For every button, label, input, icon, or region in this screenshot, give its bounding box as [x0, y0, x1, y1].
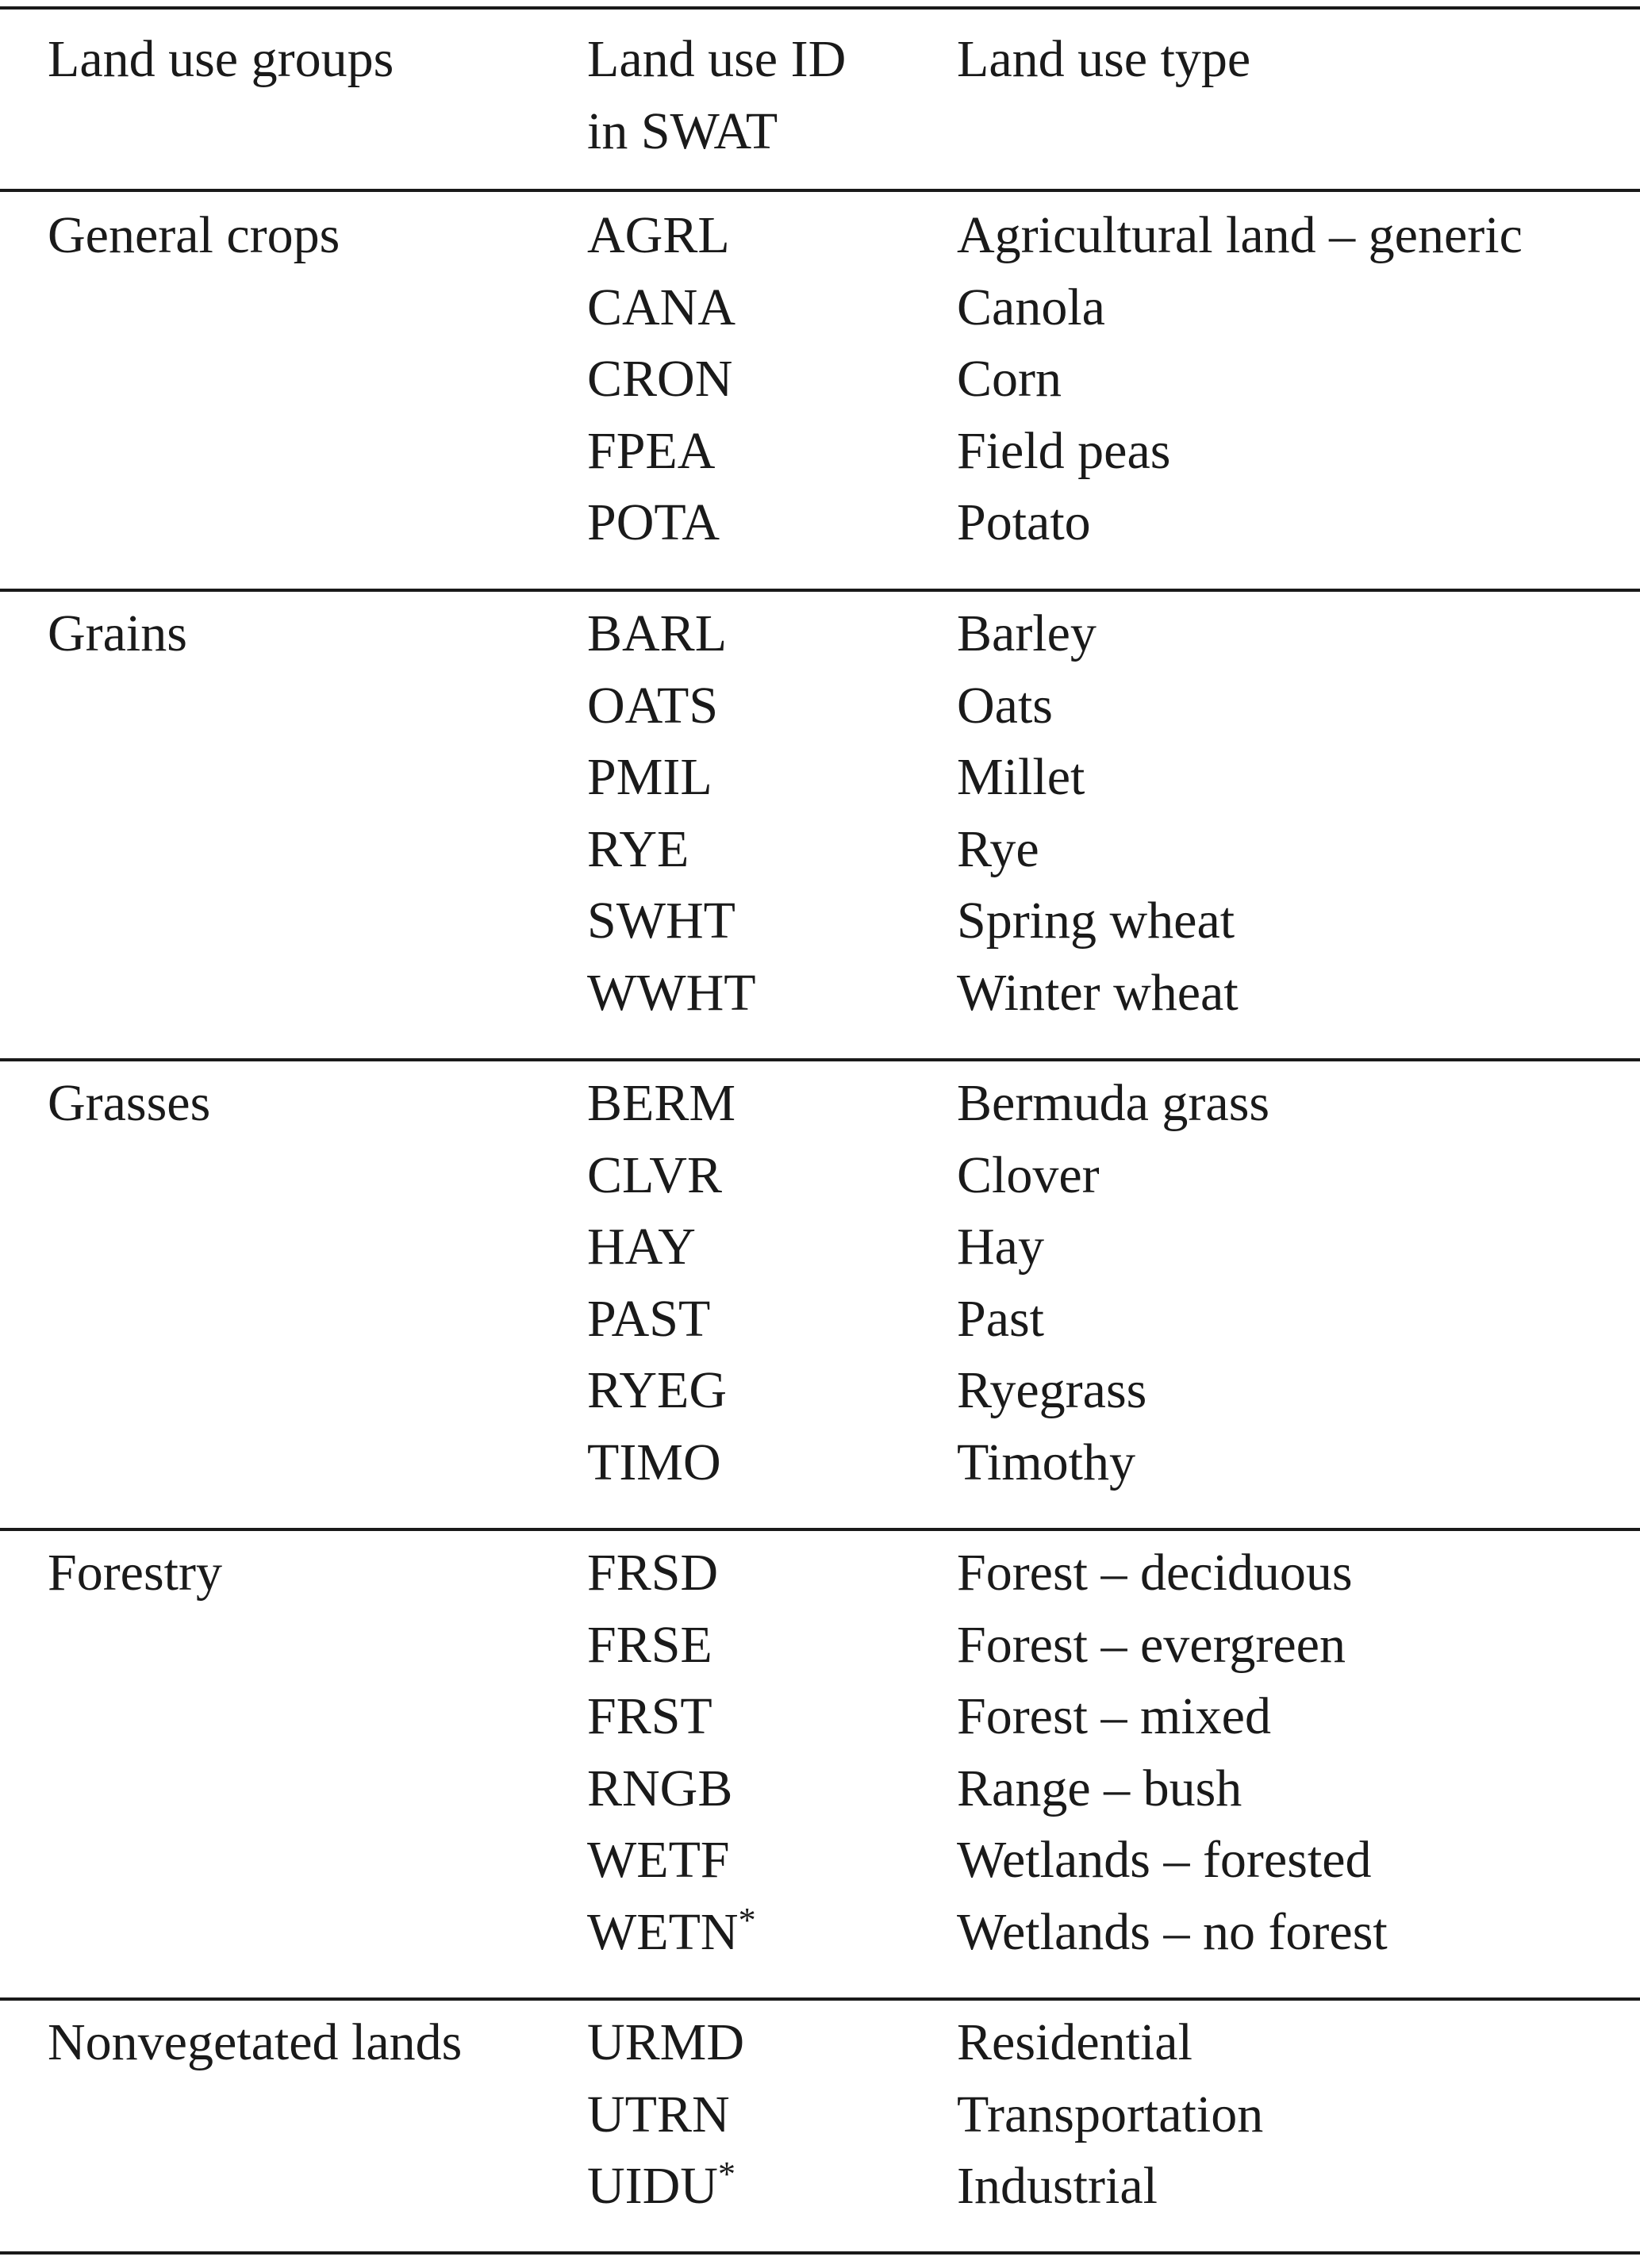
land-use-id: PMIL	[587, 748, 712, 806]
land-use-type: Clover	[957, 1146, 1100, 1204]
land-use-id: WWHT	[587, 963, 756, 1022]
land-use-id-cell	[587, 814, 756, 886]
land-use-id-cell	[587, 2151, 744, 2223]
land-use-type: Transportation	[957, 2085, 1264, 2143]
land-use-type: Ryegrass	[957, 1361, 1147, 1419]
land-use-type: Oats	[957, 676, 1053, 735]
land-use-id: PAST	[587, 1289, 711, 1348]
land-use-type: Forest – mixed	[957, 1687, 1271, 1745]
land-use-type: Past	[957, 1289, 1045, 1348]
header-land-use-groups: Land use groups	[48, 30, 394, 88]
land-use-id: UTRN	[587, 2085, 730, 2143]
land-use-type: Hay	[957, 1218, 1044, 1276]
land-use-id-column	[587, 1068, 736, 1499]
land-use-id-cell	[587, 272, 736, 344]
header-land-use-id-line2: in SWAT	[587, 102, 778, 160]
land-use-type: Timothy	[957, 1433, 1136, 1491]
land-use-type: Forest – evergreen	[957, 1615, 1346, 1674]
land-use-id: URMD	[587, 2013, 745, 2071]
top-rule	[0, 6, 1640, 10]
land-use-type: Forest – deciduous	[957, 1544, 1353, 1602]
land-use-id-cell	[587, 957, 756, 1030]
land-use-id-cell	[587, 1427, 736, 1499]
land-use-type: Canola	[957, 278, 1105, 336]
land-use-id-cell	[587, 885, 756, 957]
land-use-id-cell	[587, 1284, 736, 1356]
land-use-id-cell	[587, 598, 756, 670]
land-use-id-cell	[587, 416, 736, 488]
land-use-type: Range – bush	[957, 1759, 1242, 1817]
land-use-type-column	[957, 200, 1523, 559]
land-use-id-cell	[587, 670, 756, 743]
header-land-use-type: Land use type	[957, 30, 1251, 88]
land-use-id: TIMO	[587, 1433, 721, 1491]
land-use-id-cell	[587, 1753, 756, 1825]
land-use-id: FRSE	[587, 1615, 712, 1674]
land-use-id: WETF	[587, 1831, 730, 1889]
group-separator-rule	[0, 589, 1640, 592]
land-use-id-cell	[587, 742, 756, 814]
land-use-id: BERM	[587, 1074, 736, 1132]
land-use-type: Residential	[957, 2013, 1193, 2071]
land-use-id: UIDU	[587, 2157, 718, 2215]
land-use-id-column	[587, 1537, 756, 1968]
land-use-id: HAY	[587, 1218, 696, 1276]
land-use-type-column	[957, 1537, 1388, 1968]
land-use-id-cell	[587, 1355, 736, 1427]
header-land-use-id-line1: Land use ID	[587, 30, 847, 88]
land-use-id: OATS	[587, 676, 719, 735]
land-use-type: Millet	[957, 748, 1085, 806]
land-use-id-cell	[587, 487, 736, 559]
land-use-id-cell	[587, 2079, 744, 2151]
group-name: Grains	[48, 604, 187, 662]
land-use-id: POTA	[587, 493, 720, 551]
land-use-id-cell	[587, 1140, 736, 1212]
land-use-id: CRON	[587, 350, 733, 408]
land-use-id-cell	[587, 1897, 756, 1969]
land-use-type: Agricultural land – generic	[957, 206, 1523, 264]
group-separator-rule	[0, 1528, 1640, 1531]
land-use-id: CLVR	[587, 1146, 722, 1204]
land-use-id: RNGB	[587, 1759, 733, 1817]
footnote-asterisk: *	[717, 2155, 736, 2193]
land-use-id-cell	[587, 1681, 756, 1753]
land-use-id-cell	[587, 1068, 736, 1140]
group-name: General crops	[48, 206, 340, 264]
land-use-type-column	[957, 598, 1239, 1029]
land-use-id: FRSD	[587, 1544, 719, 1602]
land-use-type-column	[957, 1068, 1269, 1499]
land-use-type: Potato	[957, 493, 1091, 551]
land-use-id-cell	[587, 1211, 736, 1284]
footnote-asterisk: *	[738, 1900, 756, 1940]
land-use-id-cell	[587, 200, 736, 272]
land-use-type-column	[957, 2007, 1263, 2223]
land-use-type: Corn	[957, 350, 1062, 408]
land-use-type: Wetlands – forested	[957, 1831, 1372, 1889]
group-separator-rule	[0, 1997, 1640, 2001]
land-use-id: SWHT	[587, 892, 736, 950]
group-name: Nonvegetated lands	[48, 2013, 463, 2071]
land-use-id: RYE	[587, 819, 689, 878]
land-use-id: FRST	[587, 1687, 712, 1745]
group-separator-rule	[0, 1058, 1640, 1061]
land-use-id: WETN	[587, 1902, 739, 1961]
land-use-id-cell	[587, 2007, 744, 2079]
land-use-type: Barley	[957, 604, 1097, 662]
land-use-id-cell	[587, 1825, 756, 1897]
land-use-id: AGRL	[587, 206, 730, 264]
land-use-type: Spring wheat	[957, 892, 1235, 950]
land-use-id: RYEG	[587, 1361, 728, 1419]
land-use-type: Wetlands – no forest	[957, 1902, 1388, 1961]
land-use-id: CANA	[587, 278, 736, 336]
land-use-id-column	[587, 598, 756, 1029]
land-use-type: Rye	[957, 819, 1039, 878]
bottom-rule	[0, 2251, 1640, 2255]
land-use-id-cell	[587, 1610, 756, 1682]
land-use-id: BARL	[587, 604, 728, 662]
land-use-type: Industrial	[957, 2157, 1158, 2215]
land-use-id-column	[587, 200, 736, 559]
land-use-type: Winter wheat	[957, 963, 1239, 1022]
header-land-use-id	[587, 24, 846, 167]
land-use-type: Bermuda grass	[957, 1074, 1270, 1132]
group-name: Grasses	[48, 1074, 211, 1132]
land-use-type: Field peas	[957, 421, 1171, 480]
land-use-id-cell	[587, 343, 736, 416]
land-use-id-cell	[587, 1537, 756, 1610]
land-use-id-column	[587, 2007, 744, 2223]
header-rule	[0, 189, 1640, 192]
group-name: Forestry	[48, 1544, 222, 1602]
land-use-id: FPEA	[587, 421, 716, 480]
